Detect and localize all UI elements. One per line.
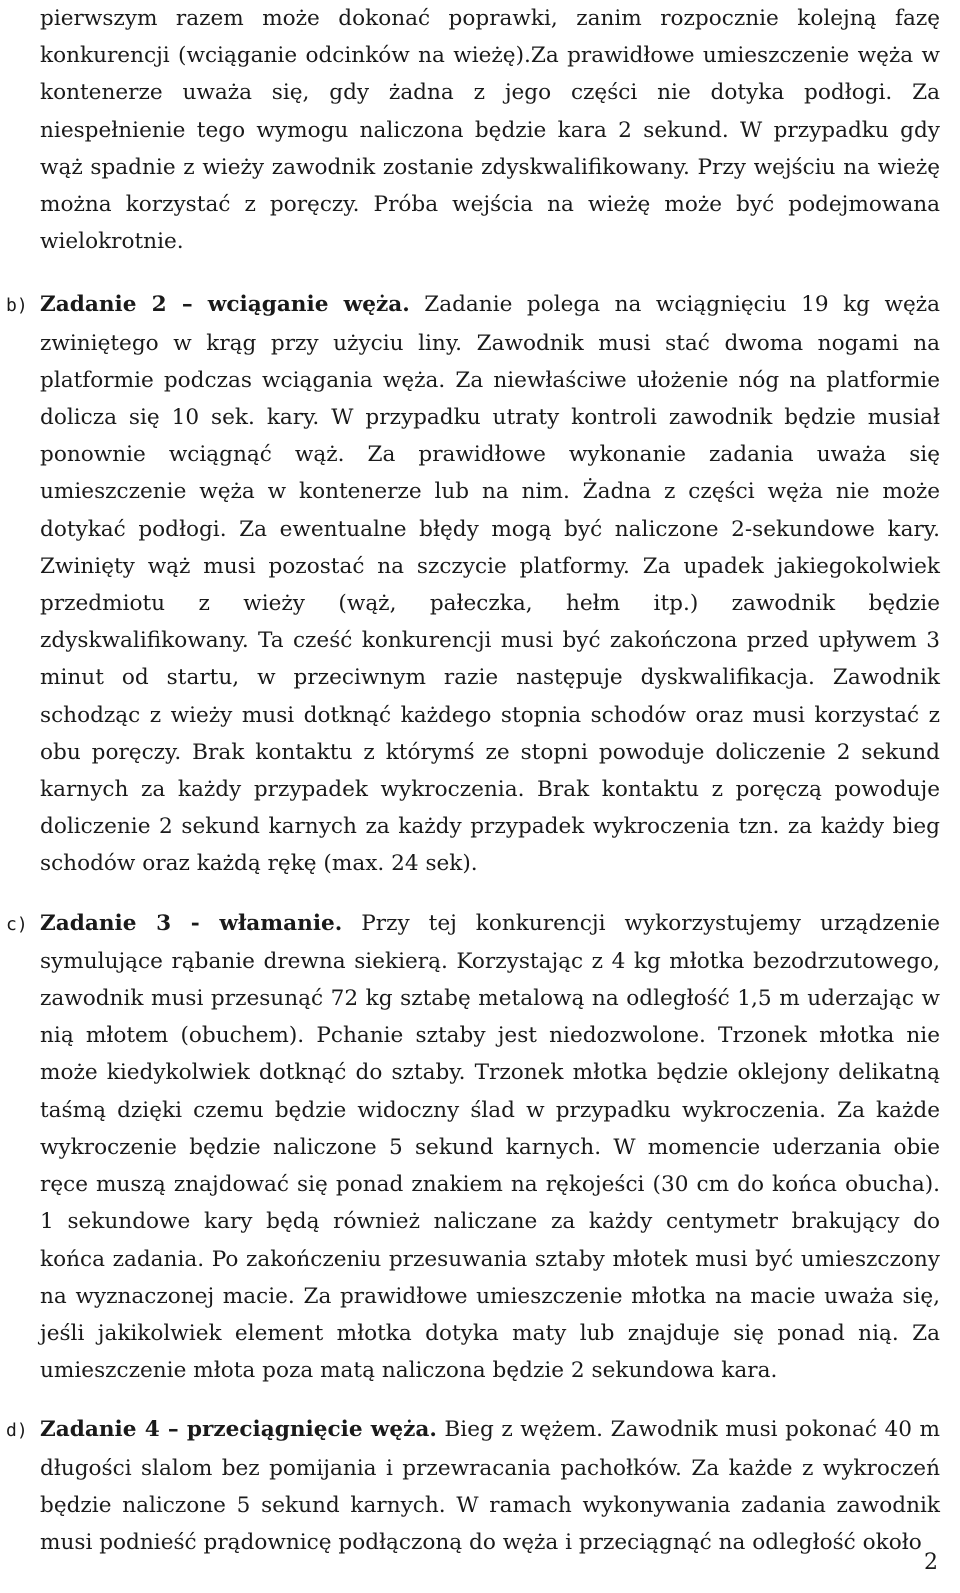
section-c: [6, 905, 941, 1390]
section-d-letter: d): [6, 1420, 28, 1442]
section-c-body: Przy tej konkurencji wykorzystujemy urządzenie symulujące rąbanie drewna siekierą. Korzystając z 4 kg młotka bezodrzutowego, zawodnik musi przesunąć 72 kg sztabę metalową na odległość 1,5 m uderzając w nią młotem (obuchem). Pchanie sztaby jest niedozwolone. Trzonek młotka nie może kiedykolwiek dotknąć do sztaby. Trzonek młotka będzie oklejony delikatną taśmą dzięki czemu będzie widoczny ślad w przypadku wykroczenia. Za każde wykroczenie będzie naliczone 5 sekund karnych. W momencie uderzania obie ręce muszą znajdować się ponad znakiem na rękojeści (30 cm do końca obucha). 1 sekundowe kary będą również naliczane za każdy centymetr brakujący do końca zadania. Po zakończeniu przesuwania sztaby młotek musi być umieszczony na wyznaczonej macie. Za prawidłowe umieszczenie młotka na macie uważa się, jeśli jakikolwiek element młotka dotyka maty lub znajduje się ponad nią. Za umieszczenie młota poza matą naliczona będzie 2 sekundowa kara.: [40, 910, 941, 1384]
section-c-heading: Zadanie 3 - włamanie.: [40, 910, 343, 936]
document-page: [6, 0, 941, 1561]
section-b-body: Zadanie polega na wciągnięciu 19 kg węża zwiniętego w krąg przy użyciu liny. Zawodnik musi stać dwoma nogami na platformie podczas wciągania węża. Za niewłaściwe ułożenie nóg na platformie dolicza się 10 sek. kary. W przypadku utraty kontroli zawodnik będzie musiał ponownie wciągnąć wąż. Za prawidłowe wykonanie zadania uważa się umieszczenie węża w kontenerze lub na nim. Żadna z części węża nie może dotykać podłogi. Za ewentualne błędy mogą być naliczone 2-sekundowe kary. Zwinięty wąż musi pozostać na szczycie platformy. Za upadek jakiegokolwiek przedmiotu z wieży (wąż, pałeczka, hełm itp.) zawodnik będzie zdyskwalifikowany. Ta cześć konkurencji musi być zakończona przed upływem 3 minut od startu, w przeciwnym razie następuje dyskwalifikacja. Zawodnik schodząc z wieży musi dotknąć każdego stopnia schodów oraz musi korzystać z obu poręczy. Brak kontaktu z którymś ze stopni powoduje doliczenie 2 sekund karnych za każdy przypadek wykroczenia. Brak kontaktu z poręczą powoduje doliczenie 2 sekund karnych za każdy przypadek wykroczenia tzn. za każdy bieg schodów oraz każdą rękę (max. 24 sek).: [40, 292, 940, 877]
section-d-heading: Zadanie 4 – przeciągnięcie węża.: [40, 1417, 437, 1443]
section-d-body: Bieg z wężem. Zawodnik musi pokonać 40 m długości slalom bez pomijania i przewracania pachołków. Za każde z wykroczeń będzie naliczone 5 sekund karnych. W ramach wykonywania zadania zawodnik musi podnieść prądownicę podłączoną do węża i przeciągnąć na odległość około: [40, 1417, 940, 1555]
section-b: [6, 286, 940, 882]
section-d: [6, 1411, 940, 1561]
section-c-letter: c): [6, 913, 28, 935]
section-b-letter: b): [6, 295, 28, 317]
page-number: 2: [924, 1550, 938, 1575]
intro-paragraph: pierwszym razem może dokonać poprawki, zanim rozpocznie kolejną fazę konkurencji (wciąganie odcinków na wieżę).Za prawidłowe umieszczenie węża w kontenerze uważa się, gdy żadna z jego części nie dotyka podłogi. Za niespełnienie tego wymogu naliczona będzie kara 2 sekund. W przypadku gdy wąż spadnie z wieży zawodnik zostanie zdyskwalifikowany. Przy wejściu na wieżę można korzystać z poręczy. Próba wejścia na wieżę może być podejmowana wielokrotnie.: [40, 6, 940, 255]
section-b-heading: Zadanie 2 – wciąganie węża.: [40, 292, 410, 318]
